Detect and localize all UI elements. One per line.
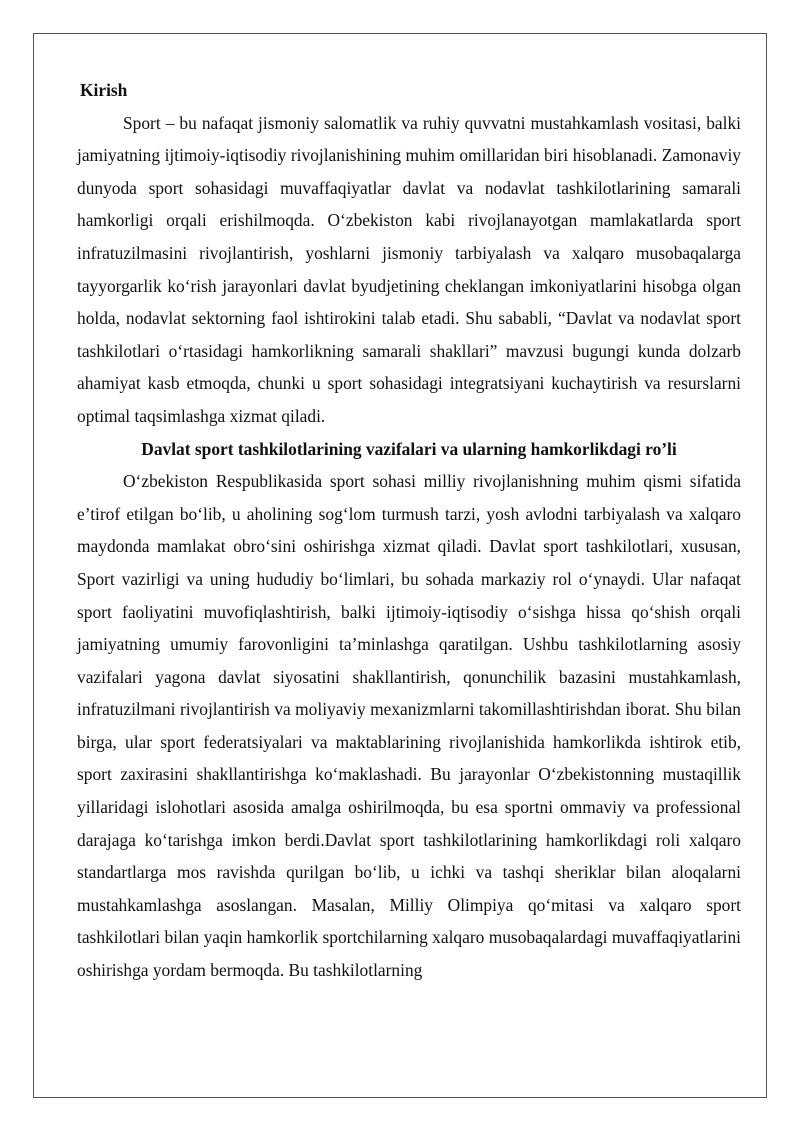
- document-body: [77, 74, 741, 987]
- intro-paragraph: Sport – bu nafaqat jismoniy salomatlik va ruhiy quvvatni mustahkamlash vositasi, balki jamiyatning ijtimoiy-iqtisodiy rivojlanishining muhim omillaridan biri hisoblanadi. Zamonaviy dunyoda sport sohasidagi muvaffaqiyatlar davlat va nodavlat tashkilotlarining samarali hamkorligi orqali erishilmoqda. O‘zbekiston kabi rivojlanayotgan mamlakatlarda sport infratuzilmasini rivojlantirish, yoshlarni jismoniy tarbiyalash va xalqaro musobaqalarga tayyorgarlik ko‘rish jarayonlari davlat byudjetining cheklangan imkoniyatlarini hisobga olgan holda, nodavlat sektorning faol ishtirokini talab etadi. Shu sababli, “Davlat va nodavlat sport tashkilotlari o‘rtasidagi hamkorlikning samarali shakllari” mavzusi bugungi kunda dolzarb ahamiyat kasb etmoqda, chunki u sport sohasidagi integratsiyani kuchaytirish va resurslarni optimal taqsimlashga xizmat qiladi.: [77, 112, 741, 426]
- section-paragraph: O‘zbekiston Respublikasida sport sohasi milliy rivojlanishning muhim qismi sifatida e’tirof etilgan bo‘lib, u aholining sog‘lom turmush tarzi, yosh avlodni tarbiyalash va xalqaro maydonda mamlakat obro‘sini oshirishga xizmat qiladi. Davlat sport tashkilotlari, xususan, Sport vazirligi va uning hududiy bo‘limlari, bu sohada markaziy rol o‘ynaydi. Ular nafaqat sport faoliyatini muvofiqlashtirish, balki ijtimoiy-iqtisodiy o‘sishga hissa qo‘shish orqali jamiyatning umumiy farovonligini ta’minlashga qaratilgan. Ushbu tashkilotlarning asosiy vazifalari yagona davlat siyosatini shakllantirish, qonunchilik bazasini mustahkamlash, infratuzilmani rivojlantirish va moliyaviy mexanizmlarni takomillashtirishdan iborat. Shu bilan birga, ular sport federatsiyalari va maktablarining rivojlanishida hamkorlikda ishtirok etib, sport zaxirasini shakllantirishga ko‘maklashadi. Bu jarayonlar O‘zbekistonning mustaqillik yillaridagi islohotlari asosida amalga oshirilmoqda, bu esa sportni ommaviy va professional darajaga ko‘tarishga imkon berdi.Davlat sport tashkilotlarining hamkorlikdagi roli xalqaro standartlarga mos ravishda qurilgan bo‘lib, u ichki va tashqi sheriklar bilan aloqalarni mustahkamlashga asoslangan. Masalan, Milliy Olimpiya qo‘mitasi va xalqaro sport tashkilotlari bilan yaqin hamkorlik sportchilarning xalqaro musobaqalardagi muvaffaqiyatlarini oshirishga yordam bermoqda. Bu tashkilotlarning: [77, 471, 741, 981]
- section-heading: Davlat sport tashkilotlarining vazifalari va ularning hamkorlikdagi ro’li: [141, 438, 677, 459]
- intro-heading: Kirish: [80, 80, 128, 100]
